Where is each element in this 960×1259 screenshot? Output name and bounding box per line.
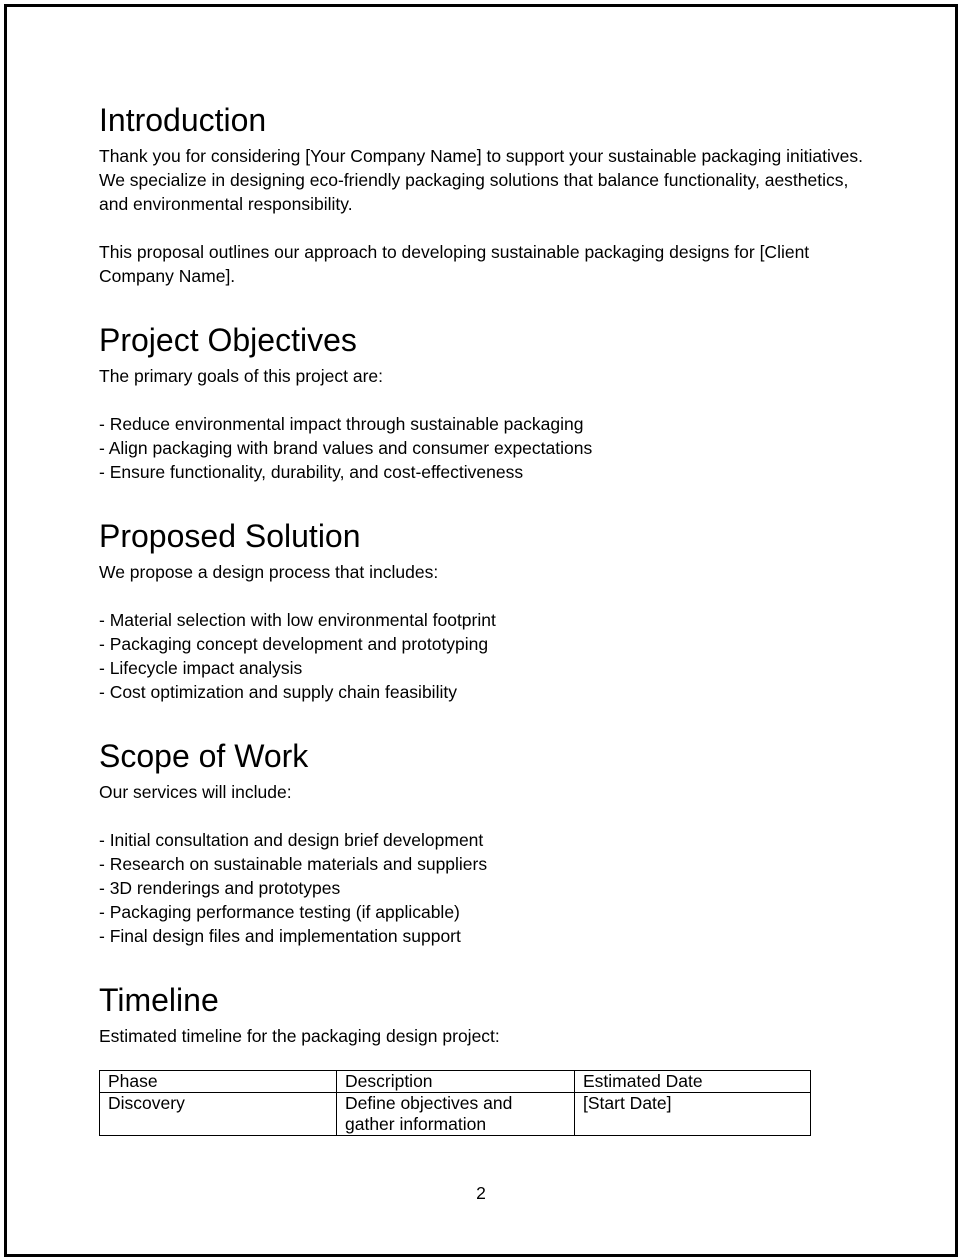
list-item: - Research on sustainable materials and suppliers — [99, 854, 488, 874]
list-item: - 3D renderings and prototypes — [99, 878, 341, 898]
objectives-intro: The primary goals of this project are: — [99, 366, 384, 386]
list-item: - Ensure functionality, durability, and cost-effectiveness — [99, 462, 524, 482]
table-header-row — [100, 1071, 811, 1093]
scope-intro: Our services will include: — [99, 782, 292, 802]
page-content — [99, 102, 879, 1136]
column-header-estimated-date: Estimated Date — [575, 1071, 811, 1093]
page-number: 2 — [476, 1183, 486, 1203]
introduction-paragraph: This proposal outlines our approach to developing sustainable packaging designs for [Client Company Name]. — [99, 242, 810, 286]
solution-section — [99, 518, 879, 704]
table-cell-phase: Discovery — [100, 1093, 337, 1136]
introduction-heading: Introduction — [99, 102, 267, 138]
introduction-paragraph: Thank you for considering [Your Company Name] to support your sustainable packaging initiatives. We specialize in designing eco-friendly packaging solutions that balance functionality, aesthetics, and environmental responsibility. — [99, 146, 863, 214]
scope-list — [99, 828, 879, 948]
scope-heading: Scope of Work — [99, 738, 309, 774]
document-page — [4, 4, 958, 1257]
solution-intro: We propose a design process that includes: — [99, 562, 439, 582]
table-cell-estimated-date: [Start Date] — [575, 1093, 811, 1136]
list-item: - Lifecycle impact analysis — [99, 658, 303, 678]
objectives-heading: Project Objectives — [99, 322, 357, 358]
list-item: - Align packaging with brand values and consumer expectations — [99, 438, 593, 458]
list-item: - Final design files and implementation support — [99, 926, 461, 946]
objectives-list — [99, 412, 879, 484]
list-item: - Initial consultation and design brief development — [99, 830, 484, 850]
list-item: - Cost optimization and supply chain feasibility — [99, 682, 457, 702]
introduction-section — [99, 102, 879, 288]
objectives-section — [99, 322, 879, 484]
list-item: - Material selection with low environmental footprint — [99, 610, 496, 630]
list-item: - Packaging performance testing (if applicable) — [99, 902, 460, 922]
timeline-intro: Estimated timeline for the packaging design project: — [99, 1026, 500, 1046]
scope-section — [99, 738, 879, 948]
timeline-section — [99, 982, 879, 1136]
timeline-heading: Timeline — [99, 982, 219, 1018]
timeline-table — [99, 1070, 811, 1136]
list-item: - Reduce environmental impact through sustainable packaging — [99, 414, 584, 434]
solution-heading: Proposed Solution — [99, 518, 361, 554]
column-header-phase: Phase — [100, 1071, 337, 1093]
table-cell-description: Define objectives and gather information — [337, 1093, 575, 1136]
column-header-description: Description — [337, 1071, 575, 1093]
list-item: - Packaging concept development and prototyping — [99, 634, 489, 654]
table-row — [100, 1093, 811, 1136]
solution-list — [99, 608, 879, 704]
